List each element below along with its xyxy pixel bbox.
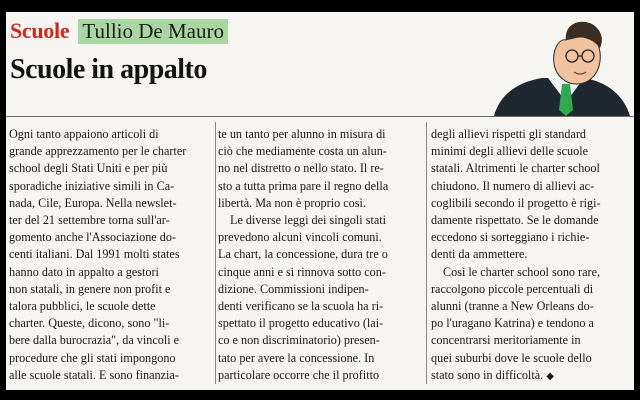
column-divider xyxy=(426,122,427,384)
text-line: concentrarsi meritoriamente in xyxy=(431,333,581,348)
text-line: te un tanto per alunno in misura di xyxy=(218,127,386,141)
text-line: alunni (tranne a New Orleans do- xyxy=(431,299,594,314)
article-column-1 xyxy=(9,126,209,384)
text-line: po l'uragano Katrina) e tendono a xyxy=(431,316,594,331)
text-line: denti da ammettere. xyxy=(431,247,528,262)
text-line: denti verificano se la scuola ha ri- xyxy=(218,299,384,314)
text-line: libertà. Ma non è proprio così. xyxy=(218,195,366,210)
article-column-2 xyxy=(218,126,418,384)
text-line: cinque anni e si rinnova sotto con- xyxy=(218,264,386,279)
text-line: coglibili secondo il progetto è rigi- xyxy=(431,195,601,210)
last-line-text: stato sono in difficoltà. xyxy=(431,367,544,382)
header-rule xyxy=(6,116,634,117)
text-line: Così le charter school sono rare, xyxy=(443,264,601,279)
text-line: statali. Altrimenti le charter school xyxy=(431,161,600,176)
text-line: school degli Stati Uniti e per più xyxy=(9,161,168,176)
article-page xyxy=(6,12,634,390)
text-line: gomento anche l'Associazione do- xyxy=(9,230,177,245)
text-line: chiudono. Il numero di allievi ac- xyxy=(431,178,595,193)
text-line: non statali, in genere non profit e xyxy=(9,281,171,296)
text-line: prevedono alcuni vincoli comuni. xyxy=(218,230,382,245)
text-line: centi italiani. Dal 1991 molti states xyxy=(9,247,180,262)
text-line: particolare occorre che il profitto xyxy=(218,367,380,382)
text-line: talora pubblici, le scuole dette xyxy=(9,299,156,314)
author-portrait-icon xyxy=(480,12,634,116)
end-mark-icon: ◆ xyxy=(546,370,554,382)
text-line: alle scuole statali. E sono finanzia- xyxy=(9,367,179,382)
text-line: ter del 21 settembre torna sull'ar- xyxy=(9,213,170,228)
text-line: tato per avere la concessione. In xyxy=(218,350,375,365)
text-line: damente rispettato. Se le domande xyxy=(431,213,599,228)
text-line: procedure che gli stati impongono xyxy=(9,350,176,365)
text-line: degli allievi rispetti gli standard xyxy=(431,127,587,141)
text-line: dizione. Commissioni indipen- xyxy=(218,281,369,296)
text-line: charter. Queste, dicono, sono "li- xyxy=(9,316,170,331)
text-line: eccedono si sorteggiano i richie- xyxy=(431,230,590,245)
text-line: raccolgono piccole percentuali di xyxy=(431,281,594,296)
text-line: ciò che mediamente costa un alun- xyxy=(218,144,387,159)
text-line: no nel distretto o nello stato. Il re- xyxy=(218,161,384,176)
text-line: sporadiche iniziative simili in Ca- xyxy=(9,178,175,193)
article-column-3 xyxy=(431,126,631,385)
text-line: quei suburbi dove le scuole dello xyxy=(431,350,592,365)
text-line: spettato il progetto educativo (lai- xyxy=(218,316,384,331)
section-rubric: Scuole xyxy=(10,18,70,43)
text-line: Ogni tanto appaiono articoli di xyxy=(9,127,159,141)
text-line: nada, Cile, Europa. Nella newslet- xyxy=(9,195,177,210)
text-line: minimi degli allievi delle scuole xyxy=(431,144,589,159)
text-line: bere dalla burocrazia", da vincoli e xyxy=(9,333,180,348)
article-header xyxy=(10,18,228,48)
text-line-last xyxy=(431,367,631,385)
text-line: hanno dato in appalto a gestori xyxy=(9,264,159,279)
text-line: co e non discriminatorio) presen- xyxy=(218,333,380,348)
text-line: La chart, la concessione, dura tre o xyxy=(218,247,388,262)
text-line: grande apprezzamento per le charter xyxy=(9,144,187,159)
author-name: Tullio De Mauro xyxy=(78,19,228,44)
text-line: sto a tutta prima pare il regno della xyxy=(218,178,389,193)
column-divider xyxy=(215,122,216,384)
text-line: Le diverse leggi dei singoli stati xyxy=(230,213,387,228)
article-headline: Scuole in appalto xyxy=(10,54,207,85)
